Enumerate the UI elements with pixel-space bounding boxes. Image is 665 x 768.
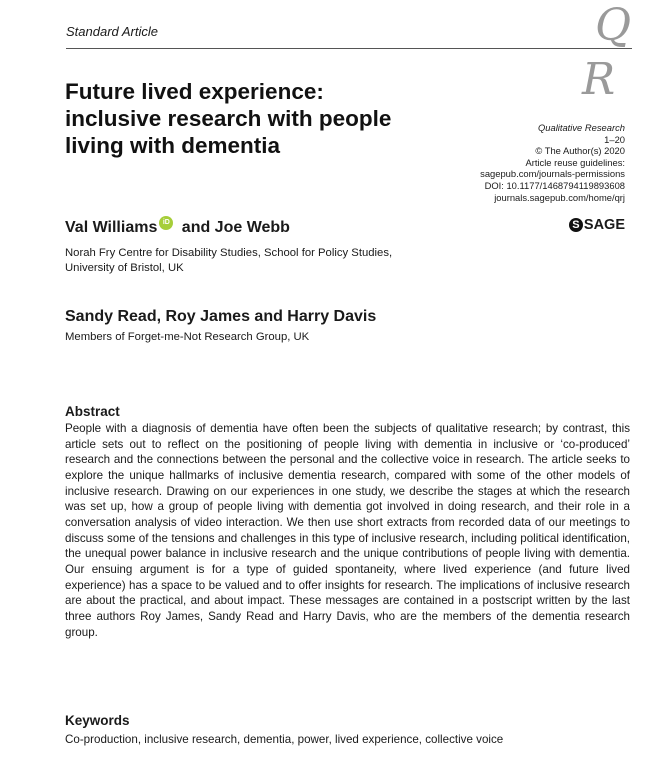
journal-name: Qualitative Research: [537, 122, 625, 133]
article-type-label: Standard Article: [66, 24, 159, 39]
author-name-joe-webb: and Joe Webb: [177, 219, 290, 236]
reuse-guidelines-label: Article reuse guidelines:: [525, 156, 625, 168]
abstract-text: People with a diagnosis of dementia have often been the subjects of qualitative research; by contrast, this article sets out to reflect on the positioning of people living with dementia in inclusive or ‘co-produced’ research and the connections between the personal and the collective voice in research. The article seeks to explore the unique hallmarks of inclusive dementia research, compared with some of the other models of inclusive research. Drawing on our experiences in one study, we describe the stages at which the research was set up, how a group of people living with dementia got involved in doing research, and their role in a conversation analysis of video interaction. We then use short extracts from recorded data of our meetings to discuss some of the tensions and challenges in this type of inclusive research, including political identification, the unequal power balance in inclusive research and the unique contributions of people living with dementia. Our ensuing argument is for a type of guided spontaneity, where lived experience (and future lived experience) has a space to be valued and to offer insights for research. The implications of inclusive research are about the practical, and about impact. These messages are contained in a postscript written by the last three authors Roy James, Sandy Read and Harry Davis, who are the members of the dementia research group.: [65, 422, 630, 639]
doi[interactable]: DOI: 10.1177/1468794119893608: [484, 179, 625, 191]
copyright-notice: © The Author(s) 2020: [535, 145, 625, 157]
article-metadata: [480, 122, 625, 203]
keywords-text: Co-production, inclusive research, dementia, power, lived experience, collective voice: [65, 733, 504, 746]
affiliation-2: Members of Forget-me-Not Research Group, UK: [65, 331, 310, 343]
abstract-heading: Abstract: [65, 404, 120, 419]
author-name-val-williams: Val Williams: [65, 219, 158, 236]
sage-wordmark: SAGE: [583, 217, 625, 233]
sage-s-icon: S: [569, 218, 583, 232]
sage-logo: [569, 217, 625, 233]
reuse-guidelines-link[interactable]: sagepub.com/journals-permissions: [480, 168, 625, 180]
page-range: 1–20: [604, 133, 625, 145]
header-divider: [66, 48, 632, 49]
journal-logo-q: Q: [595, 0, 632, 51]
author-group-2: Sandy Read, Roy James and Harry Davis: [65, 308, 377, 325]
author-group-1: [65, 219, 290, 237]
affiliation-1: Norah Fry Centre for Disability Studies, School for Policy Studies, University of Bristol, UK: [65, 247, 393, 274]
keywords-heading: Keywords: [65, 713, 130, 728]
journal-homepage-link[interactable]: journals.sagepub.com/home/qrj: [494, 191, 625, 203]
orcid-icon[interactable]: iD: [159, 216, 173, 230]
journal-logo-r: R: [582, 54, 616, 105]
article-title: Future lived experience: inclusive research with people living with dementia: [65, 79, 392, 158]
